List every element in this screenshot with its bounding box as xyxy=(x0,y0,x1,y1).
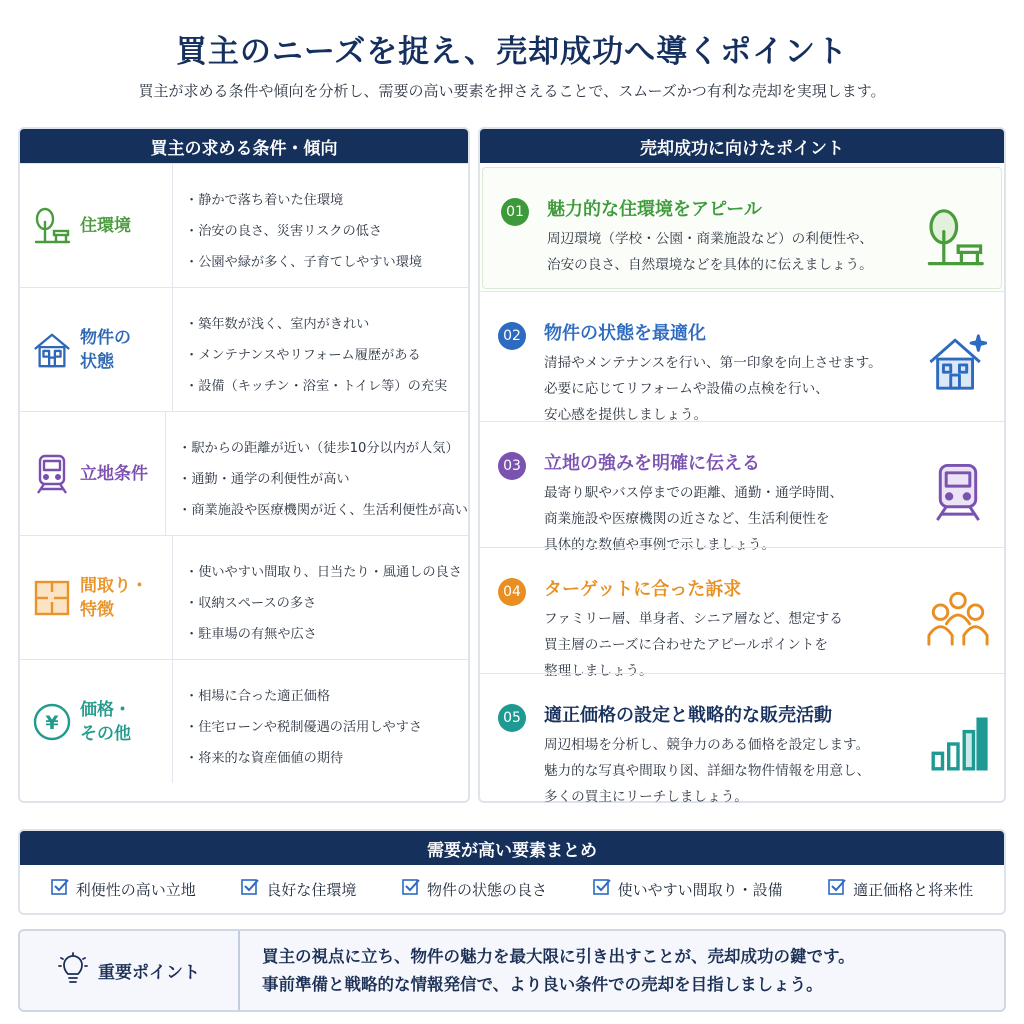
point-line: 多くの買主にリーチしましょう。 xyxy=(544,789,748,805)
category-label: 物件の 状態 xyxy=(80,327,131,372)
list-item: ・ 収納スペースの多さ xyxy=(185,588,462,619)
point-body xyxy=(547,226,927,278)
bar-chart-icon xyxy=(926,712,990,776)
sparkle-house-icon xyxy=(926,330,990,394)
point-card-04 xyxy=(480,547,1004,679)
checkbox-icon xyxy=(402,878,420,900)
demand-summary xyxy=(18,829,1006,915)
condition-row-environment xyxy=(20,163,468,287)
point-body xyxy=(544,350,924,428)
summary-item xyxy=(402,878,547,900)
point-number: 05 xyxy=(498,704,526,732)
list-item: ・ 相場に合った適正価格 xyxy=(185,681,422,712)
point-line: 治安の良さ、自然環境などを具体的に伝えましょう。 xyxy=(547,257,873,273)
condition-list xyxy=(173,536,462,659)
category-label: 間取り・ 特徴 xyxy=(80,575,148,620)
condition-row-layout xyxy=(20,535,468,659)
list-item: ・ 駐車場の有無や広さ xyxy=(185,619,462,650)
success-points-panel xyxy=(478,127,1006,803)
point-body xyxy=(544,732,924,810)
point-title: 立地の強みを明確に伝える xyxy=(544,453,760,474)
checkbox-icon xyxy=(241,878,259,900)
point-line: 周辺環境（学校・公園・商業施設など）の利便性や、 xyxy=(547,231,873,247)
summary-item-label: 適正価格と将来性 xyxy=(853,880,974,899)
summary-item xyxy=(241,878,356,900)
point-card-03 xyxy=(480,421,1004,553)
floorplan-icon xyxy=(32,578,72,618)
yen-icon xyxy=(32,702,72,742)
point-title: ターゲットに合った訴求 xyxy=(544,579,742,600)
point-line: 最寄り駅やバス停までの距離、通勤・通学時間、 xyxy=(544,485,844,501)
train-icon xyxy=(32,454,72,494)
condition-row-price xyxy=(20,659,468,783)
house-icon xyxy=(32,330,72,370)
point-line: 具体的な数値や事例で示しましょう。 xyxy=(544,537,776,553)
tree-bench-icon xyxy=(32,206,72,246)
point-title: 物件の状態を最適化 xyxy=(544,323,706,344)
point-line: 整理しましょう。 xyxy=(544,663,653,679)
condition-list xyxy=(166,412,468,535)
list-item: ・ 設備（キッチン・浴室・トイレ等）の充実 xyxy=(185,371,447,402)
checkbox-icon xyxy=(828,878,846,900)
point-line: 魅力的な写真や間取り図、詳細な物件情報を用意し、 xyxy=(544,763,871,779)
page-subtitle: 買主が求める条件や傾向を分析し、需要の高い要素を押さえることで、スムーズかつ有利な売却を実現します。 xyxy=(138,82,886,100)
summary-items xyxy=(20,865,1004,913)
point-line: 必要に応じてリフォームや設備の点検を行い、 xyxy=(544,381,829,397)
list-item: ・ 静かで落ち着いた住環境 xyxy=(185,185,422,216)
point-number: 01 xyxy=(501,198,529,226)
category-label: 立地条件 xyxy=(80,463,148,484)
important-line: 事前準備と戦略的な情報発信で、より良い条件での売却を目指しましょう。 xyxy=(262,974,823,994)
list-item: ・ 治安の良さ、災害リスクの低さ xyxy=(185,216,422,247)
point-line: 清掃やメンテナンスを行い、第一印象を向上させます。 xyxy=(544,355,882,371)
list-item: ・ 築年数が浅く、室内がきれい xyxy=(185,309,447,340)
condition-row-property xyxy=(20,287,468,411)
list-item: ・ 住宅ローンや税制優遇の活用しやすさ xyxy=(185,712,422,743)
list-item: ・ 将来的な資産価値の期待 xyxy=(185,743,422,774)
people-icon xyxy=(926,586,990,650)
point-line: 買主層のニーズに合わせたアピールポイントを xyxy=(544,637,828,653)
page-title: 買主のニーズを捉え、売却成功へ導くポイント xyxy=(175,34,849,70)
svg-text:¥: ¥ xyxy=(45,711,59,734)
condition-row-location xyxy=(20,411,468,535)
list-item: ・ 商業施設や医療機関が近く、生活利便性が高い xyxy=(178,495,468,526)
checkbox-icon xyxy=(593,878,611,900)
point-card-01 xyxy=(482,167,1002,289)
summary-item-label: 利便性の高い立地 xyxy=(75,880,196,899)
summary-header: 需要が高い要素まとめ xyxy=(20,831,1004,865)
important-text xyxy=(240,943,855,999)
point-number: 04 xyxy=(498,578,526,606)
condition-list xyxy=(173,288,447,411)
point-title: 適正価格の設定と戦略的な販売活動 xyxy=(544,705,832,726)
summary-item-label: 使いやすい間取り・設備 xyxy=(617,880,783,899)
point-number: 03 xyxy=(498,452,526,480)
important-line: 買主の視点に立ち、物件の魅力を最大限に引き出すことが、売却成功の鍵です。 xyxy=(262,946,855,966)
summary-item xyxy=(593,878,783,900)
important-label: 重要ポイント xyxy=(98,963,200,983)
summary-item-label: 物件の状態の良さ xyxy=(426,880,547,899)
summary-item xyxy=(828,878,973,900)
list-item: ・ 使いやすい間取り、日当たり・風通しの良さ xyxy=(185,557,462,588)
point-line: ファミリー層、単身者、シニア層など、想定する xyxy=(544,611,843,627)
lightbulb-icon xyxy=(58,952,88,990)
point-card-05 xyxy=(480,673,1004,805)
point-card-02 xyxy=(480,291,1004,423)
list-item: ・ 駅からの距離が近い（徒歩10分以内が人気） xyxy=(178,433,468,464)
important-point-box xyxy=(18,929,1006,1012)
point-line: 周辺相場を分析し、競争力のある価格を設定します。 xyxy=(544,737,870,753)
point-number: 02 xyxy=(498,322,526,350)
list-item: ・ メンテナンスやリフォーム履歴がある xyxy=(185,340,447,371)
checkbox-icon xyxy=(51,878,69,900)
point-line: 商業施設や医療機関の近さなど、生活利便性を xyxy=(544,511,830,527)
summary-item xyxy=(51,878,196,900)
point-line: 安心感を提供しましょう。 xyxy=(544,407,708,423)
buyer-conditions-panel xyxy=(18,127,470,803)
category-label: 住環境 xyxy=(80,215,131,236)
condition-list xyxy=(173,164,422,287)
train-icon xyxy=(926,460,990,524)
summary-item-label: 良好な住環境 xyxy=(266,880,357,899)
list-item: ・ 公園や緑が多く、子育てしやすい環境 xyxy=(185,247,422,278)
point-title: 魅力的な住環境をアピール xyxy=(547,199,762,220)
buyer-conditions-header: 買主の求める条件・傾向 xyxy=(20,129,468,163)
condition-list xyxy=(173,660,422,783)
list-item: ・ 通勤・通学の利便性が高い xyxy=(178,464,468,495)
success-points-header: 売却成功に向けたポイント xyxy=(480,129,1004,163)
tree-bench-icon xyxy=(923,206,987,270)
category-label: 価格・ その他 xyxy=(80,699,131,744)
